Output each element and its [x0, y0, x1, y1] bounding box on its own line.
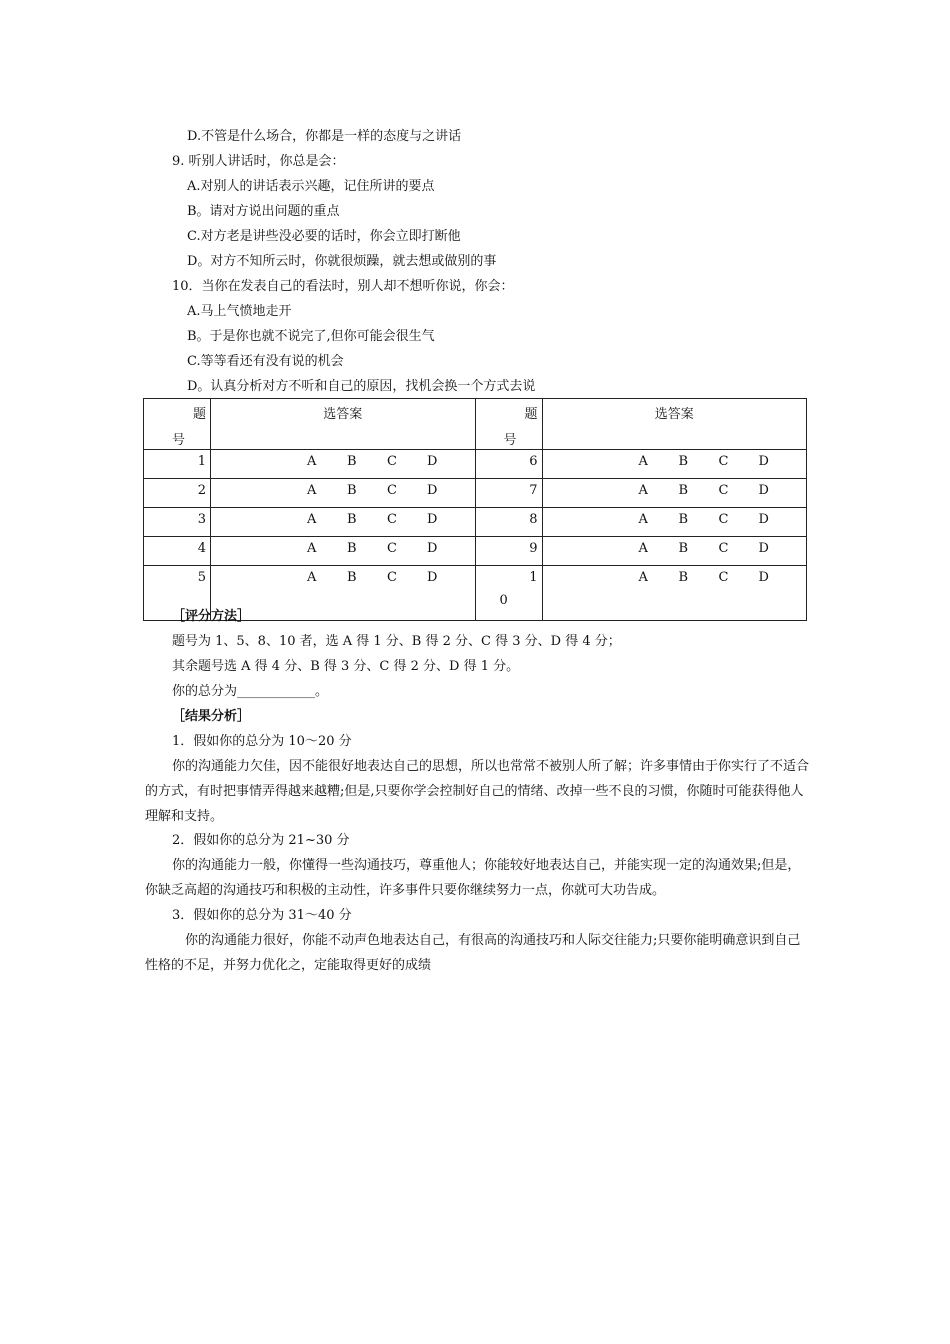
row-choices [542, 479, 807, 508]
header-num-bottom-right: 号 [503, 433, 517, 448]
choice-a: A [307, 512, 317, 527]
choice-d: D [758, 483, 769, 498]
table-header-row [144, 399, 807, 450]
choice-d: D [758, 541, 769, 556]
row-choices [211, 508, 476, 537]
choice-c: C [387, 512, 397, 527]
choice-b: B [678, 454, 689, 469]
row-num: 7 [475, 479, 542, 508]
choice-b: B [678, 541, 689, 556]
header-num-cell [144, 399, 211, 450]
q9-stem: 9. 听别人讲话时，你总是会： [172, 154, 345, 169]
choice-b: B [347, 454, 357, 469]
choice-a: A [638, 570, 648, 585]
q9-option-d: D。对方不知所云时，你就很烦躁，就去想或做别的事 [187, 254, 497, 269]
choice-c: C [387, 570, 397, 585]
choice-d: D [427, 570, 438, 585]
row-choices [211, 450, 476, 479]
scoring-heading: ［评分方法］ [172, 609, 251, 624]
row-num: 8 [475, 508, 542, 537]
q10-option-b: B。于是你也就不说完了,但你可能会很生气 [187, 329, 435, 344]
choice-c: C [387, 483, 397, 498]
row-choices [542, 508, 807, 537]
scoring-rule-1: 题号为 1、5、8、10 者，选 A 得 1 分、B 得 2 分、C 得 3 分、D 得 4 分； [172, 634, 621, 649]
row-choices [542, 537, 807, 566]
row-num: 5 [144, 566, 211, 621]
result-2-title: 2．假如你的总分为 21~30 分 [172, 833, 350, 848]
row-choices [542, 566, 807, 621]
choice-c: C [387, 541, 397, 556]
choice-a: A [307, 483, 317, 498]
header-num-top: 题 [192, 407, 206, 422]
q10-option-a: A.马上气愤地走开 [187, 304, 292, 319]
header-num-top-right: 题 [524, 407, 538, 422]
answer-table [143, 398, 807, 621]
choice-d: D [758, 454, 769, 469]
choice-b: B [347, 483, 357, 498]
choice-c: C [718, 541, 729, 556]
choice-c: C [387, 454, 397, 469]
header-num-bottom: 号 [172, 433, 186, 448]
q9-option-a: A.对别人的讲话表示兴趣，记住所讲的要点 [187, 179, 435, 194]
choice-b: B [678, 570, 689, 585]
header-num-cell-right [475, 399, 542, 450]
q10-stem: 10．当你在发表自己的看法时，别人却不想听你说，你会： [172, 279, 514, 294]
results-heading: ［结果分析］ [172, 709, 251, 724]
row-num-10 [475, 566, 542, 621]
result-3-text: 你的沟通能力很好，你能不动声色地表达自己，有很高的沟通技巧和人际交往能力;只要你能明确意识到自己性格的不足，并努力优化之，定能取得更好的成绩 [145, 933, 801, 973]
row-choices [211, 566, 476, 621]
choice-c: C [718, 454, 729, 469]
row-num: 6 [475, 450, 542, 479]
choice-b: B [347, 541, 357, 556]
row-num: 4 [144, 537, 211, 566]
q10-option-c: C.等等看还有没有说的机会 [187, 354, 344, 369]
row-num: 3 [144, 508, 211, 537]
row-choices [211, 537, 476, 566]
row-num: 9 [475, 537, 542, 566]
choice-a: A [307, 570, 317, 585]
row-num-10-top: 1 [529, 570, 538, 585]
choice-b: B [678, 483, 689, 498]
choice-a: A [638, 541, 648, 556]
choice-d: D [427, 454, 438, 469]
choice-d: D [427, 512, 438, 527]
choice-d: D [758, 512, 769, 527]
result-1-text: 你的沟通能力欠佳，因不能很好地表达自己的思想，所以也常常不被别人所了解；许多事情由于你实行了不适合的方式，有时把事情弄得越来越糟;但是,只要你学会控制好自己的情绪、改掉一些不良的习惯，你随时可能获得他人理解和支持。 [145, 759, 810, 824]
header-answer-right: 选答案 [542, 399, 807, 450]
row-choices [542, 450, 807, 479]
q9-option-c: C.对方老是讲些没必要的话时，你会立即打断他 [187, 229, 461, 244]
q9-option-b: B。请对方说出问题的重点 [187, 204, 340, 219]
choice-a: A [638, 512, 648, 527]
choice-a: A [638, 454, 648, 469]
choice-c: C [718, 483, 729, 498]
q10-option-d: D。认真分析对方不听和自己的原因，找机会换一个方式去说 [187, 379, 536, 394]
choice-a: A [638, 483, 648, 498]
result-3-title: 3．假如你的总分为 31～40 分 [172, 908, 352, 923]
q8-option-d: D.不管是什么场合，你都是一样的态度与之讲话 [187, 129, 462, 144]
row-num: 1 [144, 450, 211, 479]
choice-a: A [307, 541, 317, 556]
result-1-title: 1．假如你的总分为 10～20 分 [172, 734, 352, 749]
row-choices [211, 479, 476, 508]
row-num: 2 [144, 479, 211, 508]
total-score-line: 你的总分为____________。 [172, 684, 329, 699]
choice-b: B [678, 512, 689, 527]
choice-b: B [347, 570, 357, 585]
result-2-text: 你的沟通能力一般，你懂得一些沟通技巧，尊重他人；你能较好地表达自己，并能实现一定的沟通效果;但是，你缺乏高超的沟通技巧和积极的主动性，许多事件只要你继续努力一点，你就可大功告成。 [145, 858, 801, 898]
choice-d: D [427, 483, 438, 498]
row-num-10-bottom: 0 [499, 593, 508, 608]
table-row [144, 479, 807, 508]
choice-d: D [758, 570, 769, 585]
choice-a: A [307, 454, 317, 469]
table-row [144, 508, 807, 537]
table-row [144, 537, 807, 566]
choice-c: C [718, 512, 729, 527]
choice-c: C [718, 570, 729, 585]
header-answer: 选答案 [211, 399, 476, 450]
table-row [144, 450, 807, 479]
choice-d: D [427, 541, 438, 556]
choice-b: B [347, 512, 357, 527]
scoring-rule-2: 其余题号选 A 得 4 分、B 得 3 分、C 得 2 分、D 得 1 分。 [172, 659, 520, 674]
